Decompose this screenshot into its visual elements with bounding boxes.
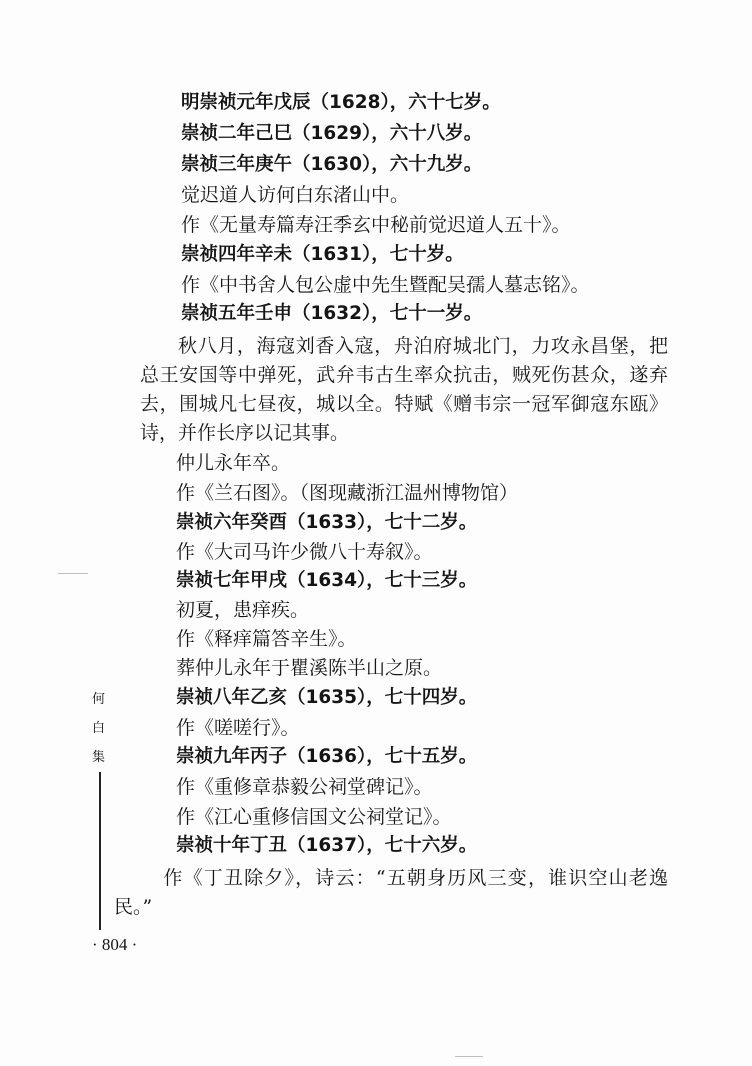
side-title-char: 白 xyxy=(92,721,106,736)
text-line: 作《重修章恭毅公祠堂碑记》。 xyxy=(176,776,433,798)
side-divider xyxy=(99,772,101,930)
side-title-char: 何 xyxy=(92,692,106,707)
paragraph-dingchou-poem: 作《丁丑除夕》，诗云：“五朝身历风三变，谁识空山老逸民。” xyxy=(114,867,668,918)
text-line: 葬仲儿永年于瞿溪陈半山之原。 xyxy=(176,657,443,679)
side-title-char: 集 xyxy=(92,750,106,765)
scan-speck xyxy=(58,573,88,574)
text-line: 仲儿永年卒。 xyxy=(176,452,291,474)
text-line: 作《释痒篇答辛生》。 xyxy=(176,628,357,650)
text-line: 作《嗟嗟行》。 xyxy=(176,717,300,739)
year-heading-1637: 崇祯十年丁丑（1637），七十六岁。 xyxy=(176,835,478,856)
year-heading-1628: 明崇祯元年戊辰（1628），六十七岁。 xyxy=(181,92,501,113)
text-line: 作《无量寿篇寿汪季玄中秘前觉迟道人五十》。 xyxy=(181,214,571,236)
scan-speck xyxy=(455,1056,483,1057)
year-heading-1633: 崇祯六年癸酉（1633），七十二岁。 xyxy=(176,512,478,533)
year-heading-1636: 崇祯九年丙子（1636），七十五岁。 xyxy=(176,746,478,767)
year-heading-1632: 崇祯五年壬申（1632），七十一岁。 xyxy=(181,303,483,324)
paragraph-liu-xiang: 秋八月，海寇刘香入寇，舟泊府城北门，力攻永昌堡，把总王安国等中弹死，武弁韦古生率众抗击，贼死伤甚众，遂弃去，围城凡七昼夜，城以全。特赋《赠韦宗一冠军御寇东瓯》诗，并作长序以记其事。 xyxy=(140,335,668,444)
text-line: 初夏，患痒疾。 xyxy=(176,599,310,621)
year-heading-1635: 崇祯八年乙亥（1635），七十四岁。 xyxy=(176,687,478,708)
year-heading-1634: 崇祯七年甲戌（1634），七十三岁。 xyxy=(176,570,478,591)
text-line: 作《江心重修信国文公祠堂记》。 xyxy=(176,806,452,828)
text-line: 觉迟道人访何白东渚山中。 xyxy=(181,184,410,206)
text-line: 作《大司马许少微八十寿叙》。 xyxy=(176,541,433,563)
year-heading-1631: 崇祯四年辛未（1631），七十岁。 xyxy=(181,244,464,265)
text-line: 作《中书舍人包公虚中先生暨配吴孺人墓志铭》。 xyxy=(181,274,590,296)
page-number: · 804 · xyxy=(92,935,138,954)
text-line: 作《兰石图》。（图现藏浙江温州博物馆） xyxy=(176,482,519,504)
year-heading-1630: 崇祯三年庚午（1630），六十九岁。 xyxy=(181,154,483,175)
year-heading-1629: 崇祯二年己巳（1629），六十八岁。 xyxy=(181,123,483,144)
